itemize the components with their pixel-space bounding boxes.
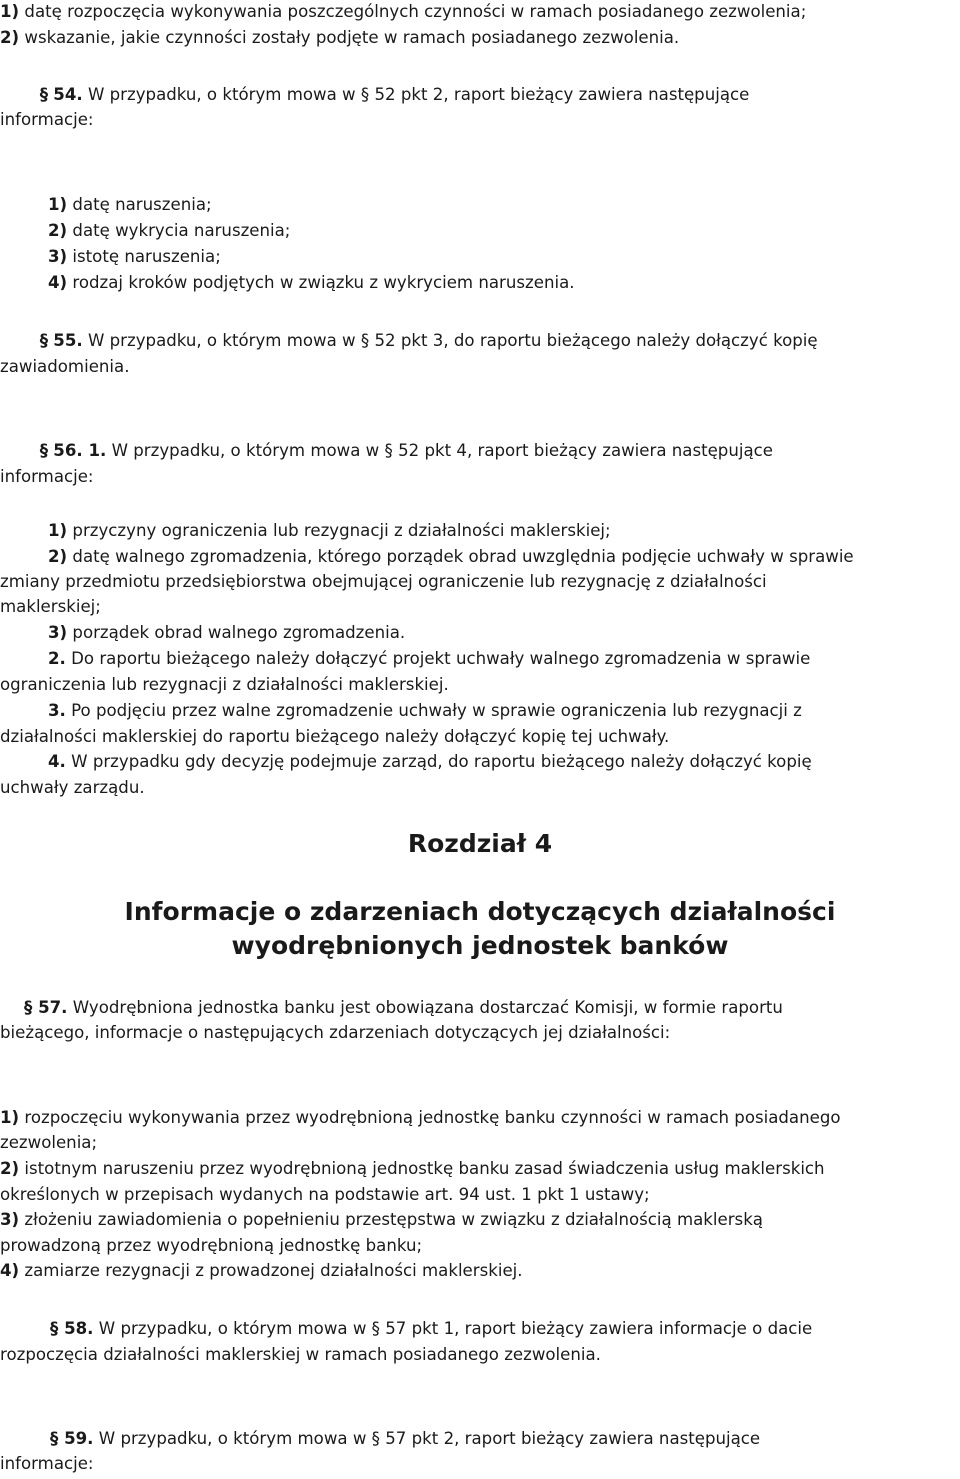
list-item: 3) istotę naruszenia;	[48, 247, 221, 266]
paragraph-55-cont: zawiadomienia.	[0, 357, 130, 376]
paragraph-58: § 58. W przypadku, o którym mowa w § 57 pkt 1, raport bieżący zawiera informacje o dacie	[50, 1319, 813, 1338]
chapter-title-line-2: wyodrębnionych jednostek banków	[231, 931, 729, 960]
list-item: 1) rozpoczęciu wykonywania przez wyodrębnioną jednostkę banku czynności w ramach posiadanego	[0, 1108, 841, 1127]
unit-item-cont: ograniczenia lub rezygnacji z działalności maklerskiej.	[0, 675, 449, 694]
list-item: 3) złożeniu zawiadomienia o popełnieniu przestępstwa w związku z działalnością maklerską	[0, 1210, 763, 1229]
paragraph-56-cont: informacje:	[0, 467, 94, 486]
list-item-cont: zezwolenia;	[0, 1133, 98, 1152]
list-item: 2) datę walnego zgromadzenia, którego porządek obrad uwzględnia podjęcie uchwały w sprawie	[48, 547, 854, 566]
list-item-cont: określonych w przepisach wydanych na podstawie art. 94 ust. 1 pkt 1 ustawy;	[0, 1185, 650, 1204]
paragraph-57-cont: bieżącego, informacje o następujących zdarzeniach dotyczących jej działalności:	[0, 1023, 671, 1042]
list-item: 1) datę naruszenia;	[48, 195, 212, 214]
paragraph-56: § 56. 1. W przypadku, o którym mowa w § 52 pkt 4, raport bieżący zawiera następujące	[0, 440, 773, 462]
paragraph-54: § 54. W przypadku, o którym mowa w § 52 pkt 2, raport bieżący zawiera następujące	[0, 84, 749, 106]
chapter-number: Rozdział 4	[407, 829, 553, 858]
list-item: 3) porządek obrad walnego zgromadzenia.	[48, 623, 406, 642]
unit-item: 4. W przypadku gdy decyzję podejmuje zarząd, do raportu bieżącego należy dołączyć kopię	[48, 752, 812, 771]
chapter-title-line-1: Informacje o zdarzeniach dotyczących działalności	[124, 897, 836, 926]
unit-item-cont: uchwały zarządu.	[0, 778, 145, 797]
list-item: 4) zamiarze rezygnacji z prowadzonej działalności maklerskiej.	[0, 1261, 523, 1280]
unit-item: 2. Do raportu bieżącego należy dołączyć projekt uchwały walnego zgromadzenia w sprawie	[48, 649, 811, 668]
list-item: 4) rodzaj kroków podjętych w związku z wykryciem naruszenia.	[48, 273, 575, 292]
list-item: 2) istotnym naruszeniu przez wyodrębnioną jednostkę banku zasad świadczenia usług maklerskich	[0, 1159, 825, 1178]
paragraph-59-cont: informacje:	[0, 1454, 94, 1473]
list-item-cont: prowadzoną przez wyodrębnioną jednostkę banku;	[0, 1236, 423, 1255]
unit-item-cont: działalności maklerskiej do raportu bieżącego należy dołączyć kopię tej uchwały.	[0, 727, 670, 746]
list-item: 1) datę rozpoczęcia wykonywania poszczególnych czynności w ramach posiadanego zezwolenia;	[0, 2, 807, 21]
list-item-cont: maklerskiej;	[0, 597, 101, 616]
paragraph-55: § 55. W przypadku, o którym mowa w § 52 pkt 3, do raportu bieżącego należy dołączyć kopię	[0, 330, 818, 352]
list-item: 1) przyczyny ograniczenia lub rezygnacji z działalności maklerskiej;	[48, 521, 611, 540]
section-symbol: §	[39, 331, 48, 350]
section-symbol: §	[39, 85, 48, 104]
list-item: 2) wskazanie, jakie czynności zostały podjęte w ramach posiadanego zezwolenia.	[0, 28, 680, 47]
paragraph-54-cont: informacje:	[0, 110, 94, 129]
list-item: 2) datę wykrycia naruszenia;	[48, 221, 291, 240]
section-symbol: §	[39, 441, 48, 460]
list-item-cont: zmiany przedmiotu przedsiębiorstwa obejmującej ograniczenie lub rezygnację z działalności	[0, 572, 767, 591]
unit-item: 3. Po podjęciu przez walne zgromadzenie uchwały w sprawie ograniczenia lub rezygnacji z	[48, 701, 802, 720]
paragraph-59: § 59. W przypadku, o którym mowa w § 57 pkt 2, raport bieżący zawiera następujące	[50, 1429, 761, 1448]
paragraph-57: § 57. Wyodrębniona jednostka banku jest obowiązana dostarczać Komisji, w formie raportu	[24, 998, 783, 1017]
paragraph-58-cont: rozpoczęcia działalności maklerskiej w ramach posiadanego zezwolenia.	[0, 1345, 601, 1364]
